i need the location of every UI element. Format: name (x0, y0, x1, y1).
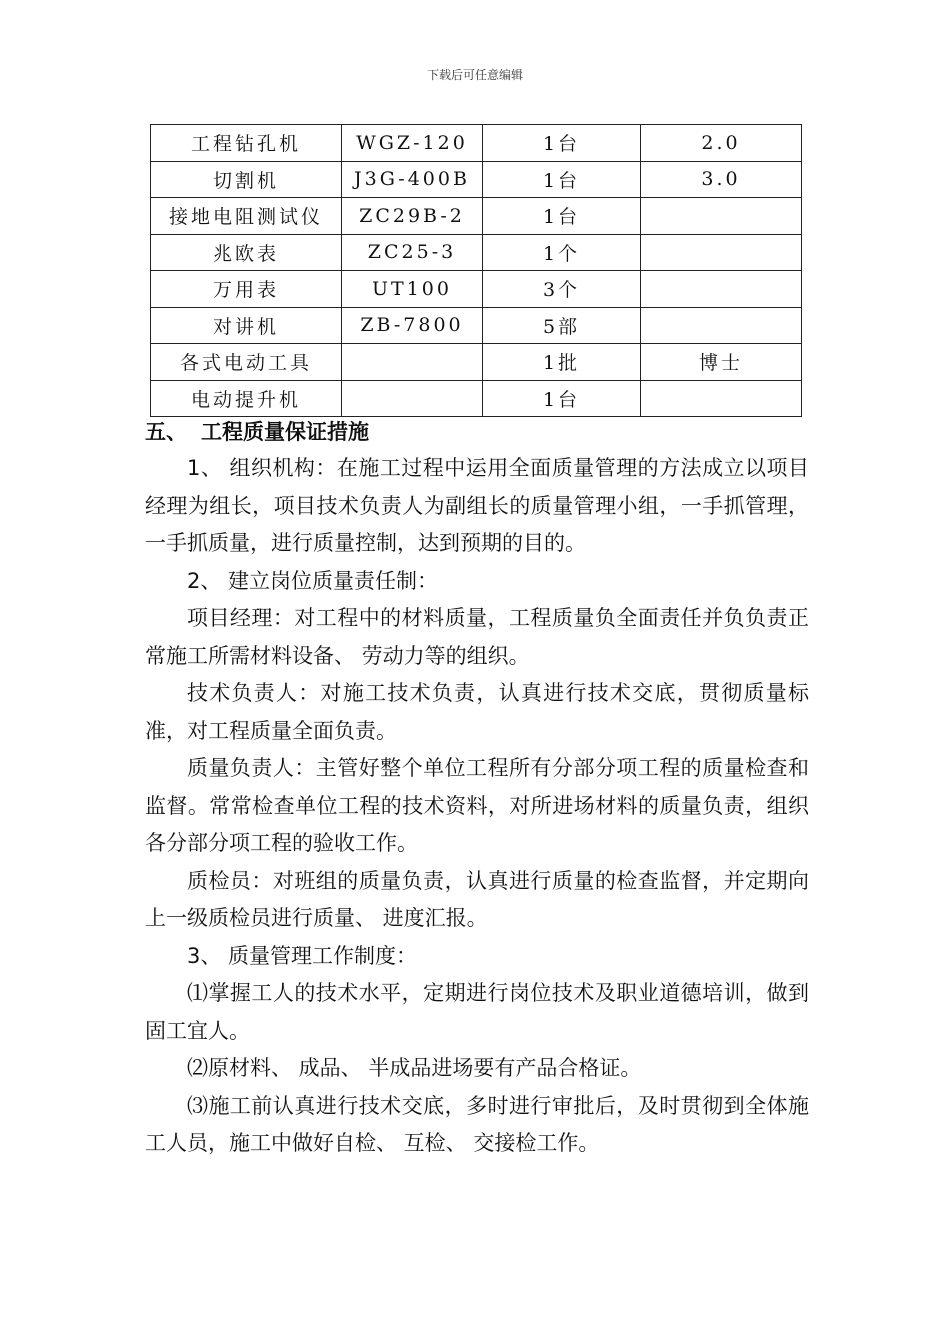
paragraph: 1、 组织机构：在施工过程中运用全面质量管理的方法成立以项目经理为组长，项目技术负责人为副组长的质量管理小组，一手抓管理，一手抓质量，进行质量控制，达到预期的目的。 (145, 456, 809, 555)
table-row (151, 125, 802, 162)
paragraph: 项目经理：对工程中的材料质量，工程质量负全面责任并负负责正常施工所需材料设备、 劳动力等的组织。 (145, 606, 809, 668)
remark-cell (641, 271, 802, 308)
document-body (145, 414, 809, 1163)
table-row (151, 161, 802, 198)
equipment-name-cell: 切割机 (151, 161, 342, 198)
quantity-cell: 1台 (483, 198, 641, 235)
paragraph: 2、 建立岗位质量责任制： (187, 568, 439, 593)
model-cell (342, 380, 483, 417)
page-header: 下载后可任意编辑 (426, 68, 523, 82)
section-number: 五、 (145, 420, 187, 444)
model-cell: ZC25-3 (342, 234, 483, 271)
paragraph: 3、 质量管理工作制度： (187, 943, 418, 968)
quantity-cell: 1台 (483, 380, 641, 417)
quantity-cell: 1台 (483, 125, 641, 162)
equipment-name-cell: 各式电动工具 (151, 344, 342, 381)
section-title: 工程质量保证措施 (201, 420, 369, 444)
paragraph: 技术负责人：对施工技术负责，认真进行技术交底，贯彻质量标准，对工程质量全面负责。 (145, 681, 809, 743)
paragraph: 质量负责人：主管好整个单位工程所有分部分项工程的质量检查和监督。常常检查单位工程的技术资料，对所进场材料的质量负责，组织各分部分项工程的验收工作。 (145, 756, 809, 855)
remark-cell: 3.0 (641, 161, 802, 198)
model-cell (342, 344, 483, 381)
model-cell: ZC29B-2 (342, 198, 483, 235)
equipment-name-cell: 电动提升机 (151, 380, 342, 417)
quantity-cell: 5部 (483, 307, 641, 344)
model-cell: WGZ-120 (342, 125, 483, 162)
remark-cell: 博士 (641, 344, 802, 381)
quantity-cell: 3个 (483, 271, 641, 308)
paragraph: ⑴掌握工人的技术水平，定期进行岗位技术及职业道德培训，做到固工宜人。 (145, 981, 809, 1043)
section-heading (145, 414, 809, 450)
equipment-name-cell: 对讲机 (151, 307, 342, 344)
table-row (151, 344, 802, 381)
paragraph: ⑶施工前认真进行技术交底，多时进行审批后，及时贯彻到全体施工人员，施工中做好自检、 互检、 交接检工作。 (145, 1093, 809, 1155)
remark-cell: 2.0 (641, 125, 802, 162)
model-cell: UT100 (342, 271, 483, 308)
table-row (151, 234, 802, 271)
table-row (151, 271, 802, 308)
paragraph: ⑵原材料、 成品、 半成品进场要有产品合格证。 (187, 1056, 642, 1080)
quantity-cell: 1批 (483, 344, 641, 381)
equipment-name-cell: 万用表 (151, 271, 342, 308)
remark-cell (641, 198, 802, 235)
equipment-name-cell: 工程钻孔机 (151, 125, 342, 162)
quantity-cell: 1台 (483, 161, 641, 198)
remark-cell (641, 234, 802, 271)
table-row (151, 380, 802, 417)
quantity-cell: 1个 (483, 234, 641, 271)
model-cell: ZB-7800 (342, 307, 483, 344)
remark-cell (641, 307, 802, 344)
equipment-name-cell: 兆欧表 (151, 234, 342, 271)
equipment-name-cell: 接地电阻测试仪 (151, 198, 342, 235)
model-cell: J3G-400B (342, 161, 483, 198)
remark-cell (641, 380, 802, 417)
equipment-table (150, 124, 802, 417)
table-row (151, 198, 802, 235)
table-row (151, 307, 802, 344)
paragraph: 质检员：对班组的质量负责，认真进行质量的检查监督，并定期向上一级质检员进行质量、 进度汇报。 (145, 868, 809, 930)
